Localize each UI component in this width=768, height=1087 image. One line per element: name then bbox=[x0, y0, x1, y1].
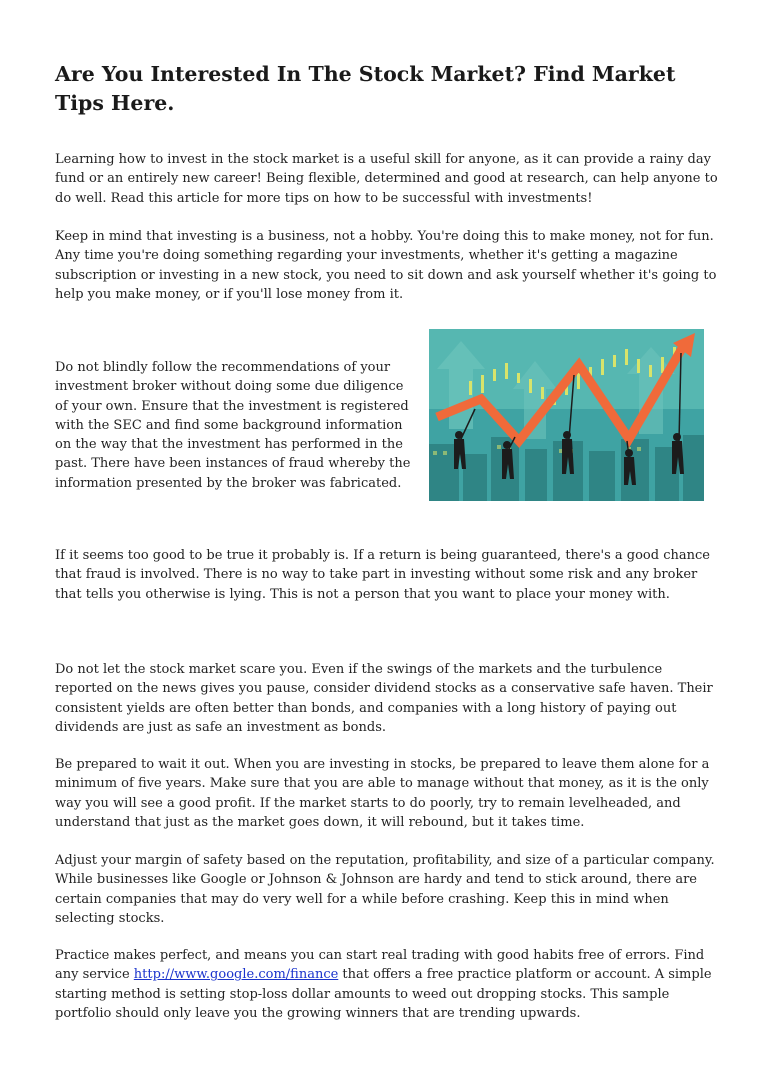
google-finance-link[interactable]: http://www.google.com/finance bbox=[133, 967, 339, 983]
practice-text-after-link: that offers a free practice platform or account. A simple starting method is setting stop-loss dollar amounts to weed out dropping stocks. This sample portfolio should only leave you the growing winners that are trending upwards. bbox=[55, 967, 712, 1021]
paragraph-business: Keep in mind that investing is a business, not a hobby. You're doing this to make money, not for fun. Any time you're doing something regarding your investments, whether it's getting a magazine subscription or investing in a new stock, you need to sit down and ask yourself whether it's going to help you make money, or if you'll lose money from it. bbox=[55, 229, 717, 302]
paragraph-dividends: Do not let the stock market scare you. Even if the swings of the markets and the turbulence reported on the news gives you pause, consider dividend stocks as a conservative safe haven. Their consistent yields are often better than bonds, and companies with a long history of paying out dividends are just as safe an investment as bonds. bbox=[55, 662, 713, 735]
paragraph-intro: Learning how to invest in the stock market is a useful skill for anyone, as it can provide a rainy day fund or an entirely new career! Being flexible, determined and good at research, can help anyone to do well. Read this article for more tips on how to be successful with investments! bbox=[55, 152, 718, 206]
paragraph-margin-of-safety: Adjust your margin of safety based on the reputation, profitability, and size of a particular company. While businesses like Google or Johnson & Johnson are hardy and tend to stick around, there are certain companies that may do very well for a while before crashing. Keep this in mind when selecting stocks. bbox=[55, 853, 715, 926]
practice-text-before-link: Practice makes perfect, and means you can start real trading with good habits free of errors. Find any service bbox=[55, 948, 705, 983]
page-title: Are You Interested In The Stock Market? Find Market Tips Here. bbox=[55, 62, 676, 115]
paragraph-practice bbox=[55, 946, 720, 1023]
paragraph-fraud: If it seems too good to be true it probably is. If a return is being guaranteed, there's a good chance that fraud is involved. There is no way to take part in investing without some risk and any broker that tells you otherwise is lying. This is not a person that you want to place your money with. bbox=[55, 548, 710, 602]
paragraph-broker: Do not blindly follow the recommendations of your investment broker without doing some due diligence of your own. Ensure that the investment is registered with the SEC and find some background information on the way that the investment has performed in the past. There have been instances of fraud whereby the information presented by the broker was fabricated. bbox=[55, 360, 411, 491]
stock-market-illustration bbox=[429, 329, 704, 501]
paragraph-patience: Be prepared to wait it out. When you are investing in stocks, be prepared to leave them alone for a minimum of five years. Make sure that you are able to manage without that money, as it is the only way you will see a good profit. If the market starts to do poorly, try to remain levelheaded, and understand that just as the market goes down, it will rebound, but it takes time. bbox=[55, 757, 710, 830]
